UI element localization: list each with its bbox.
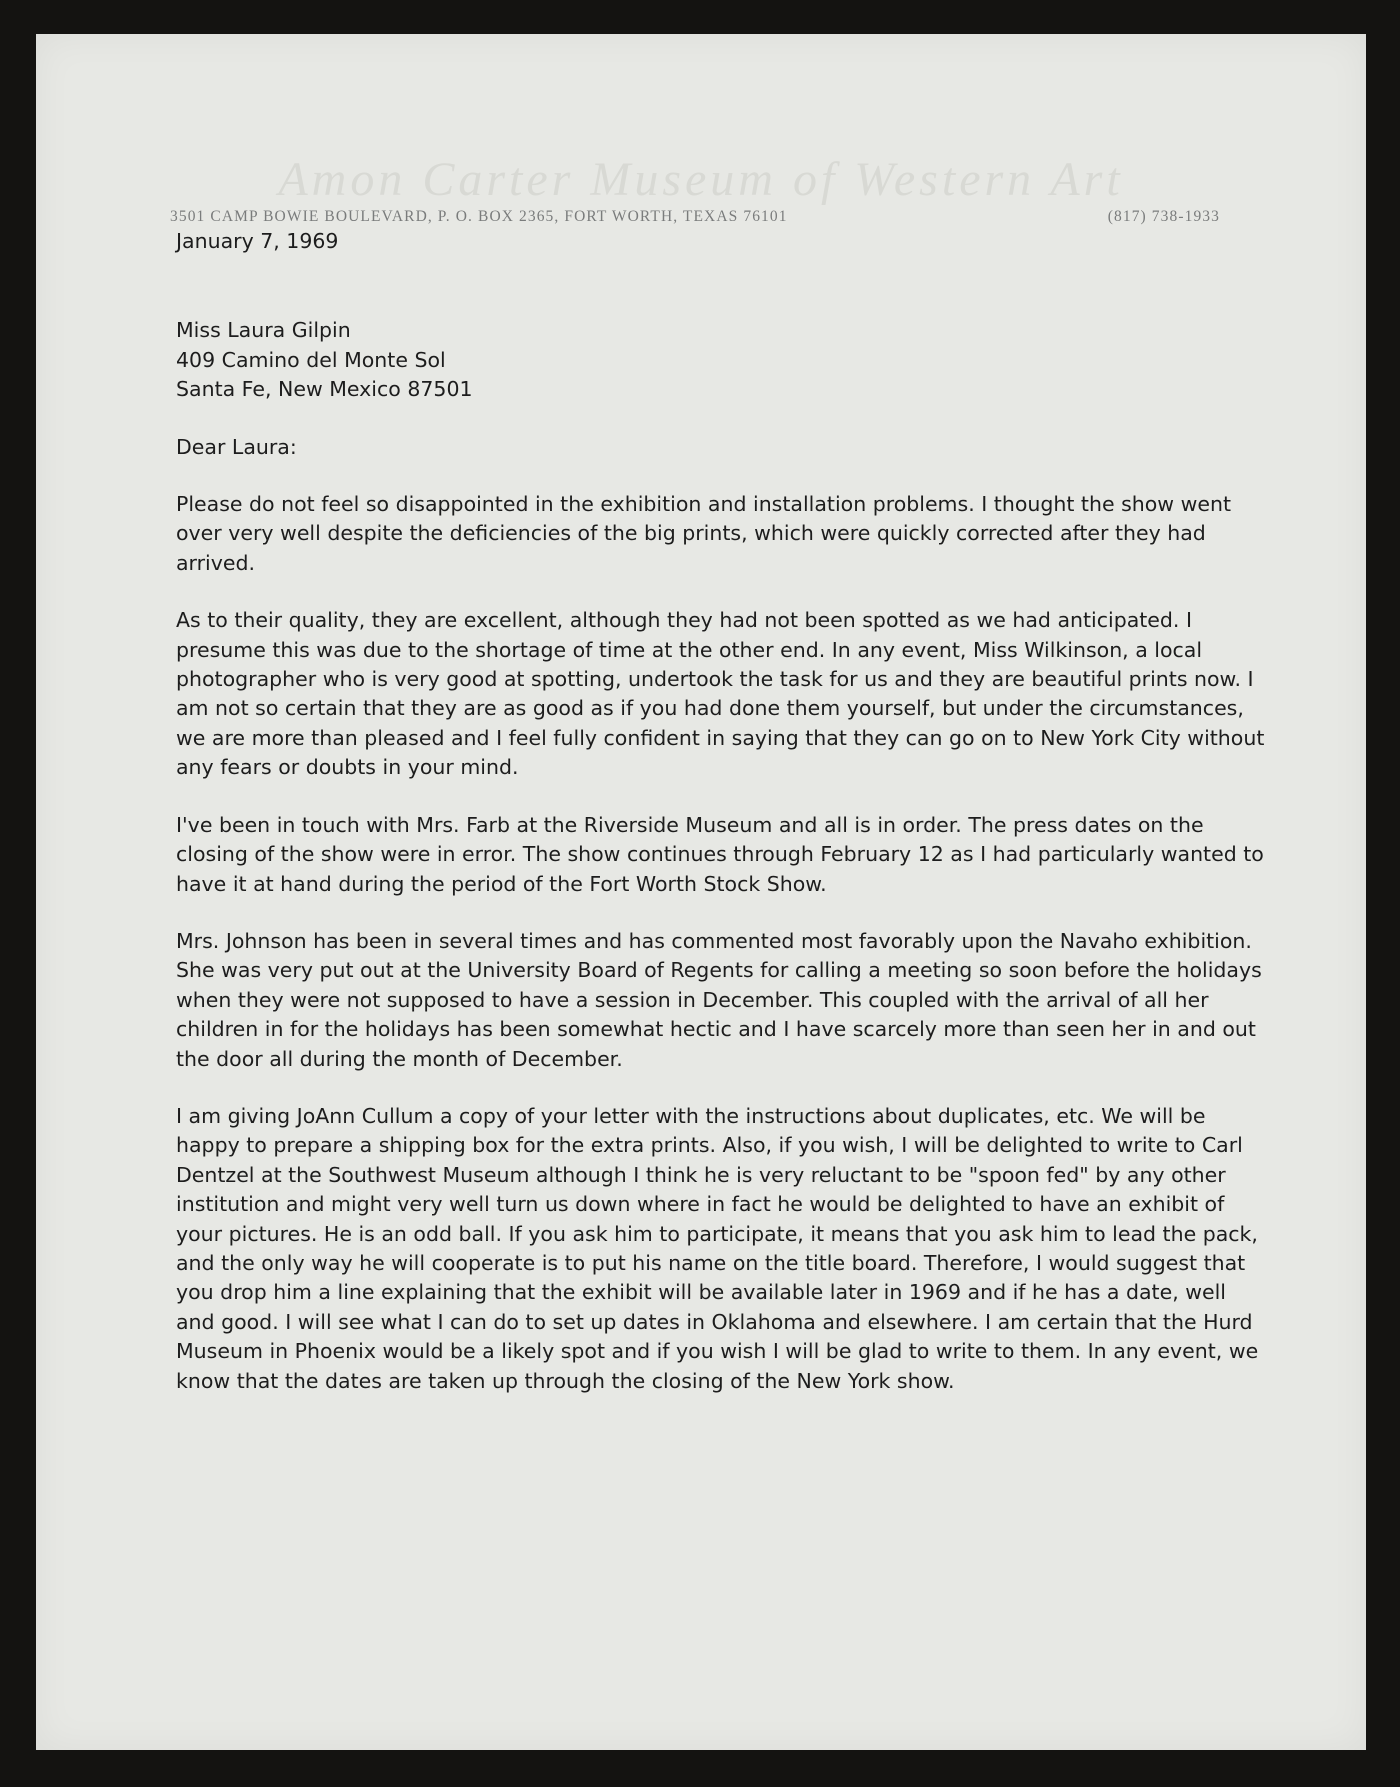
recipient-address: [176, 316, 1266, 404]
paragraph: As to their quality, they are excellent, although they had not been spotted as we had anticipated. I presume this was due to the shortage of time at the other end. In any event, Miss Wilkinson, a local photographer who is very good at spotting, undertook the task for us and they are beautiful prints now. I am not so certain that they are as good as if you had done them yourself, but under the circumstances, we are more than pleased and I feel fully confident in saying that they can go on to New York City without any fears or doubts in your mind.: [176, 608, 1265, 780]
letterhead-heading: Amon Carter Museum of Western Art: [278, 153, 1124, 206]
letterhead-address: 3501 CAMP BOWIE BOULEVARD, P. O. BOX 2365, FORT WORTH, TEXAS 76101: [170, 208, 788, 225]
salutation: Dear Laura:: [176, 434, 297, 459]
recipient-name: Miss Laura Gilpin: [176, 318, 351, 343]
letter-date: January 7, 1969: [176, 229, 339, 253]
paragraph: I am giving JoAnn Cullum a copy of your letter with the instructions about duplicates, etc. We will be happy to prepare a shipping box for the extra prints. Also, if you wish, I will be delighted to write to Carl Dentzel at the Southwest Museum although I think he is very reluctant to be "spoon fed" by any other institution and might very well turn us down where in fact he would be delighted to have an exhibit of your pictures. He is an odd ball. If you ask him to participate, it means that you ask him to lead the pack, and the only way he will cooperate is to put his name on the title board. Therefore, I would suggest that you drop him a line explaining that the exhibit will be available later in 1969 and if he has a date, well and good. I will see what I can do to set up dates in Oklahoma and elsewhere. I am certain that the Hurd Museum in Phoenix would be a likely spot and if you wish I will be glad to write to them. In any event, we know that the dates are taken up through the closing of the New York show.: [176, 1103, 1259, 1393]
paragraph: Mrs. Johnson has been in several times and has commented most favorably upon the Navaho exhibition. She was very put out at the University Board of Regents for calling a meeting so soon before the holidays when they were not supposed to have a session in December. This coupled with the arrival of all her children in for the holidays has been somewhat hectic and I have scarcely more than seen her in and out the door all during the month of December.: [176, 928, 1262, 1071]
paragraph: I've been in touch with Mrs. Farb at the Riverside Museum and all is in order. The press dates on the closing of the show were in error. The show continues through February 12 as I had particularly wanted to have it at hand during the period of the Fort Worth Stock Show.: [176, 812, 1264, 896]
paragraph: Please do not feel so disappointed in the exhibition and installation problems. I thought the show went over very well despite the deficiencies of the big prints, which were quickly corrected after they had arrived.: [176, 492, 1231, 575]
letterhead-phone: (817) 738-1933: [1107, 208, 1220, 225]
letterhead: [170, 208, 1220, 226]
recipient-city: Santa Fe, New Mexico 87501: [176, 377, 473, 402]
recipient-street: 409 Camino del Monte Sol: [176, 347, 446, 372]
letter-body: [176, 227, 1266, 1424]
